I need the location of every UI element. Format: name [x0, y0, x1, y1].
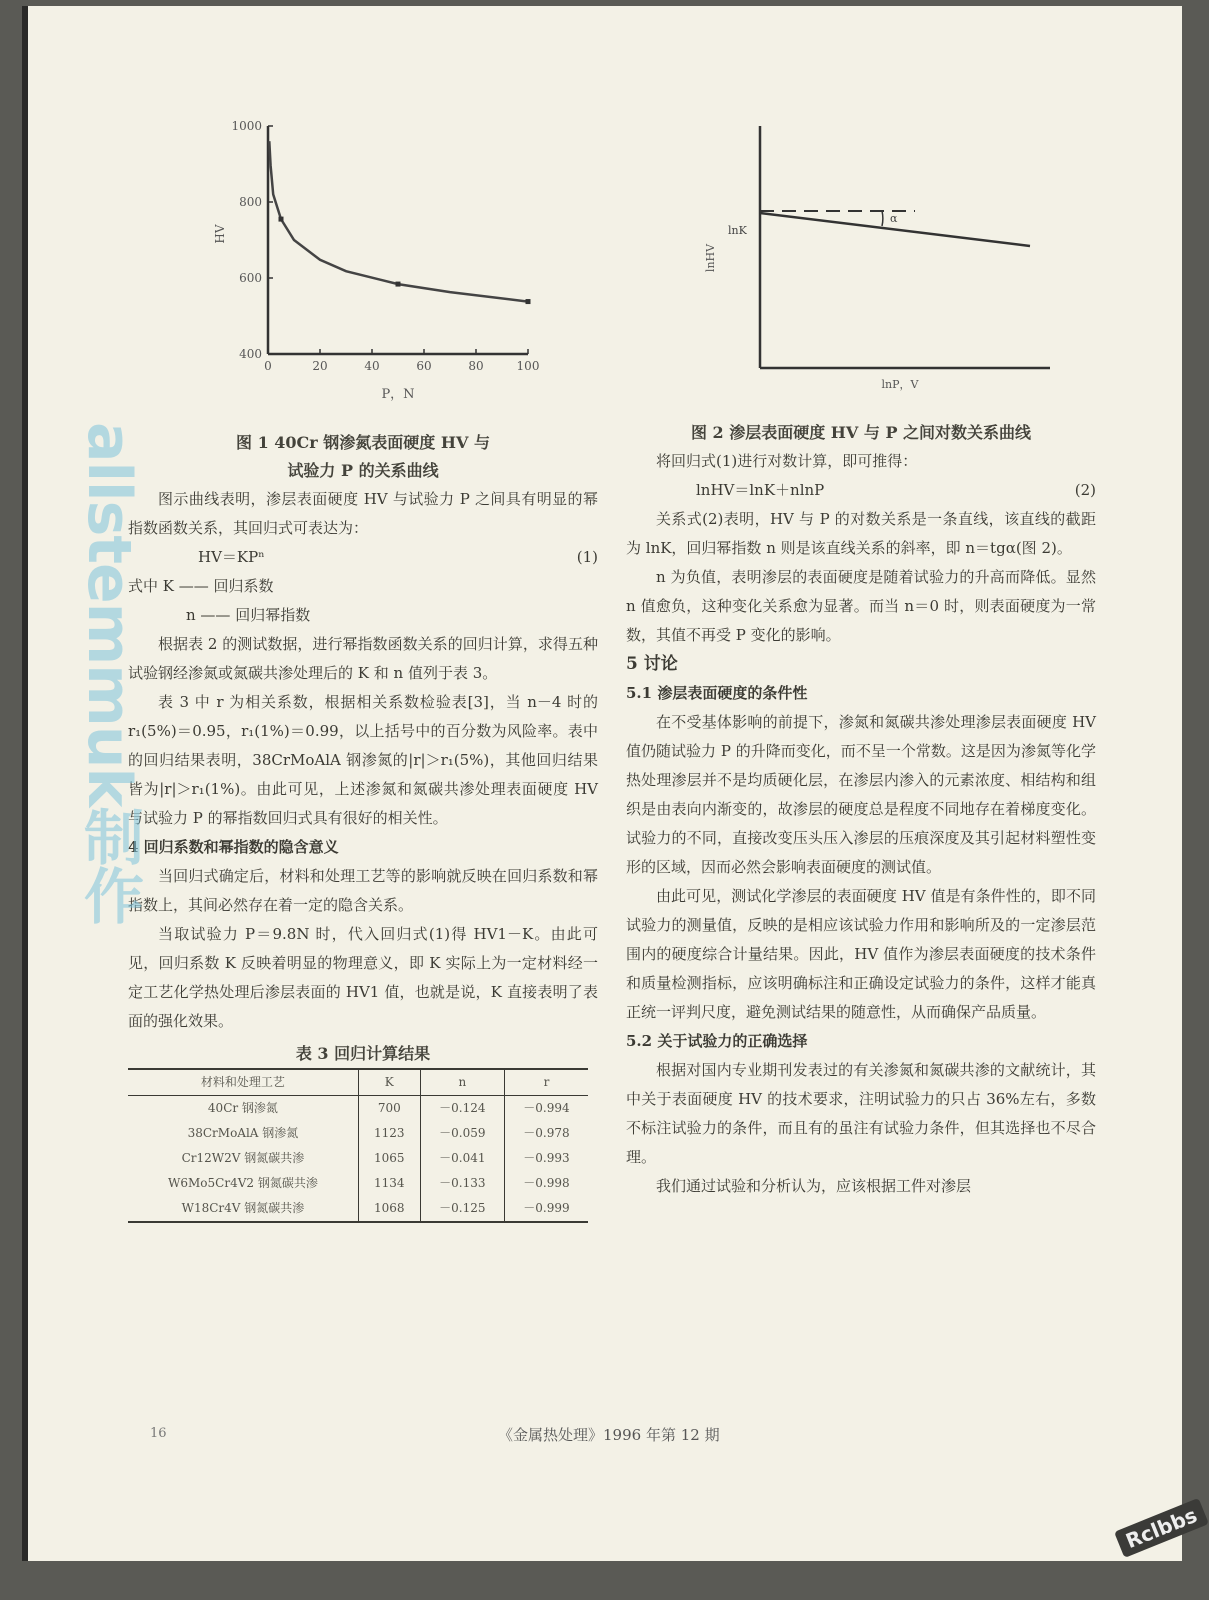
fig1-y-tick-label: 400 — [239, 347, 262, 361]
table-cell: 700 — [358, 1096, 420, 1122]
fig1-data-point — [526, 299, 531, 304]
table-cell: 1134 — [358, 1171, 420, 1196]
table-cell: W18Cr4V 钢氮碳共渗 — [181, 1201, 305, 1215]
right-paragraph-4: 在不受基体影响的前提下，渗氮和氮碳共渗处理渗层表面硬度 HV 值仍随试验力 P 的升降而变化，而不呈一个常数。这是因为渗氮等化学热处理渗层并不是均质硬化层，在渗层内渗入的元素浓度、相结构和组织是由表向内渐变的，故渗层的硬度总是程度不同地存在着梯度变化。试验力的不同，直接改变压头压入渗层的压痕深度及其引起材料塑性变形的区域，因而必然会影响表面硬度的测试值。 — [626, 713, 1096, 876]
table-header-r: r — [504, 1069, 588, 1096]
journal-footer: 《金属热处理》1996 年第 12 期 — [498, 1426, 720, 1444]
fig1-caption — [128, 429, 598, 485]
fig1-ylabel: HV — [213, 224, 227, 244]
fig1-points — [279, 217, 531, 304]
right-paragraph-7: 我们通过试验和分析认为，应该根据工件对渗层 — [656, 1177, 972, 1195]
section-4-heading: 4 回归系数和幂指数的隐含意义 — [128, 838, 339, 856]
table-cell: W6Mo5Cr4V2 钢氮碳共渗 — [168, 1176, 318, 1190]
fig1-x-tick-label: 60 — [416, 359, 432, 373]
right-paragraph-5: 由此可见，测试化学渗层的表面硬度 HV 值是有条件性的，即不同试验力的测量值，反映的是相应该试验力作用和影响所及的一定渗层范围内的硬度综合计量结果。因此，HV 值作为渗层表面硬度的技术条件和质量检测指标，应该明确标注和正确设定试验力的条件，这样才能真正统一评判尺度，避免测试结果的随意性，从而确保产品质量。 — [626, 887, 1096, 1021]
table-cell: －0.993 — [504, 1146, 588, 1171]
where-k: 式中 K —— 回归系数 — [128, 577, 274, 595]
left-paragraph-4: 当回归式确定后，材料和处理工艺等的影响就反映在回归系数和幂指数上，其间必然存在着一定的隐含关系。 — [128, 867, 598, 914]
table-header-n: n — [420, 1069, 504, 1096]
fig2-alpha-label: α — [890, 212, 898, 225]
fig2-ylabel: lnHV — [704, 243, 717, 273]
table-header-material: 材料和处理工艺 — [200, 1075, 285, 1089]
figure-2-chart — [700, 118, 1060, 398]
right-paragraph-3: n 为负值，表明渗层的表面硬度是随着试验力的升高而降低。显然 n 值愈负，这种变化关系愈为显著。而当 n＝0 时，则表面硬度为一常数，其值不再受 P 变化的影响。 — [626, 568, 1096, 644]
table-cell: －0.124 — [420, 1096, 504, 1122]
right-paragraph-6: 根据对国内专业期刊发表过的有关渗氮和氮碳共渗的文献统计，其中关于表面硬度 HV 的技术要求，注明试验力的只占 36%左右，多数不标注试验力的条件，而且有的虽注有试验力条件，但其选择也不尽合理。 — [626, 1061, 1096, 1166]
table-row — [128, 1146, 588, 1171]
section-5-heading: 5 讨论 — [626, 654, 678, 674]
figure-1-chart — [188, 114, 568, 414]
fig1-curve — [269, 141, 528, 301]
table-3-title: 表 3 回归计算结果 — [295, 1044, 431, 1063]
table-row — [128, 1171, 588, 1196]
left-paragraph-5: 当取试验力 P＝9.8N 时，代入回归式(1)得 HV1－K。由此可见，回归系数 K 反映着明显的物理意义，即 K 实际上为一定材料经一定工艺化学热处理后渗层表面的 HV1 值，也就是说，K 直接表明了表面的强化效果。 — [128, 925, 598, 1030]
table-cell: 38CrMoAlA 钢渗氮 — [187, 1126, 299, 1140]
table-row — [128, 1096, 588, 1122]
table-cell: 40Cr 钢渗氮 — [207, 1101, 278, 1115]
fig1-ticks — [231, 119, 539, 373]
table-cell: 1123 — [358, 1121, 420, 1146]
equation-2 — [626, 476, 1096, 505]
fig1-data-point — [279, 217, 284, 222]
watermark-text: allstemmuk制作 — [74, 422, 144, 925]
equation-2-formula: lnHV＝lnK＋nlnP — [696, 481, 825, 499]
table-cell: 1065 — [358, 1146, 420, 1171]
fig2-caption: 图 2 渗层表面硬度 HV 与 P 之间对数关系曲线 — [690, 423, 1032, 442]
table-header-k: K — [358, 1069, 420, 1096]
right-paragraph-2: 关系式(2)表明，HV 与 P 的对数关系是一条直线，该直线的截距为 lnK，回归幂指数 n 则是该直线关系的斜率，即 n＝tgα(图 2)。 — [626, 510, 1096, 557]
equation-2-number: (2) — [1074, 481, 1096, 499]
table-cell: Cr12W2V 钢氮碳共渗 — [181, 1151, 305, 1165]
fig1-caption-line2: 试验力 P 的关系曲线 — [287, 461, 439, 480]
table-cell: －0.994 — [504, 1096, 588, 1122]
table-cell: 1068 — [358, 1196, 420, 1222]
fig1-caption-line1: 图 1 40Cr 钢渗氮表面硬度 HV 与 — [236, 433, 490, 452]
left-paragraph-2: 根据表 2 的测试数据，进行幂指数函数关系的回归计算，求得五种试验钢经渗氮或氮碳共渗处理后的 K 和 n 值列于表 3。 — [128, 635, 598, 682]
fig1-x-tick-label: 40 — [364, 359, 380, 373]
right-paragraph-1: 将回归式(1)进行对数计算，即可推得： — [656, 452, 918, 470]
journal-page — [22, 6, 1201, 1561]
section-5-2-heading: 5.2 关于试验力的正确选择 — [626, 1032, 808, 1050]
left-paragraph-1: 图示曲线表明，渗层表面硬度 HV 与试验力 P 之间具有明显的幂指数函数关系，其回归式可表达为： — [128, 490, 598, 537]
table-cell: －0.998 — [504, 1171, 588, 1196]
right-column — [626, 419, 1096, 1201]
fig1-xlabel: P，N — [381, 387, 415, 402]
section-5-1-heading: 5.1 渗层表面硬度的条件性 — [626, 684, 808, 702]
fig2-xlabel: lnP，V — [881, 378, 919, 391]
page-number: 16 — [150, 1426, 167, 1441]
equation-1-number: (1) — [576, 548, 598, 566]
table-cell: －0.041 — [420, 1146, 504, 1171]
where-n: n —— 回归幂指数 — [186, 606, 311, 624]
equation-1 — [128, 543, 598, 572]
table-cell: －0.125 — [420, 1196, 504, 1222]
left-paragraph-3: 表 3 中 r 为相关系数，根据相关系数检验表[3]，当 n－4 时的 r₁(5%)＝0.95，r₁(1%)＝0.99，以上括号中的百分数为风险率。表中的回归结果表明，38CrMoAlA 钢渗氮的|r|＞r₁(5%)，其他回归结果皆为|r|＞r₁(1%)。由此可见，上述渗氮和氮碳共渗处理表面硬度 HV 与试验力 P 的幂指数回归式具有很好的相关性。 — [128, 693, 598, 827]
table-row — [128, 1196, 588, 1222]
fig1-x-tick-label: 20 — [312, 359, 328, 373]
left-column — [128, 429, 598, 1223]
fig1-x-tick-label: 80 — [468, 359, 484, 373]
fig1-x-tick-label: 100 — [516, 359, 540, 373]
fig1-y-tick-label: 1000 — [231, 119, 262, 133]
table-cell: －0.059 — [420, 1121, 504, 1146]
table-cell: －0.978 — [504, 1121, 588, 1146]
table-cell: －0.133 — [420, 1171, 504, 1196]
table-3-header-row — [128, 1069, 588, 1096]
corner-logo: Rclbbs — [1114, 1498, 1209, 1558]
fig1-axes — [268, 126, 528, 354]
table-3 — [128, 1068, 588, 1223]
fig1-y-tick-label: 600 — [239, 271, 262, 285]
fig2-lnk-label: lnK — [728, 224, 747, 237]
fig2-angle-arc — [882, 211, 883, 226]
fig1-y-tick-label: 800 — [239, 195, 262, 209]
fig1-data-point — [396, 282, 401, 287]
table-cell: －0.999 — [504, 1196, 588, 1222]
equation-1-formula: HV＝KPⁿ — [198, 548, 265, 566]
table-row — [128, 1121, 588, 1146]
fig1-x-tick-label: 0 — [264, 359, 272, 373]
